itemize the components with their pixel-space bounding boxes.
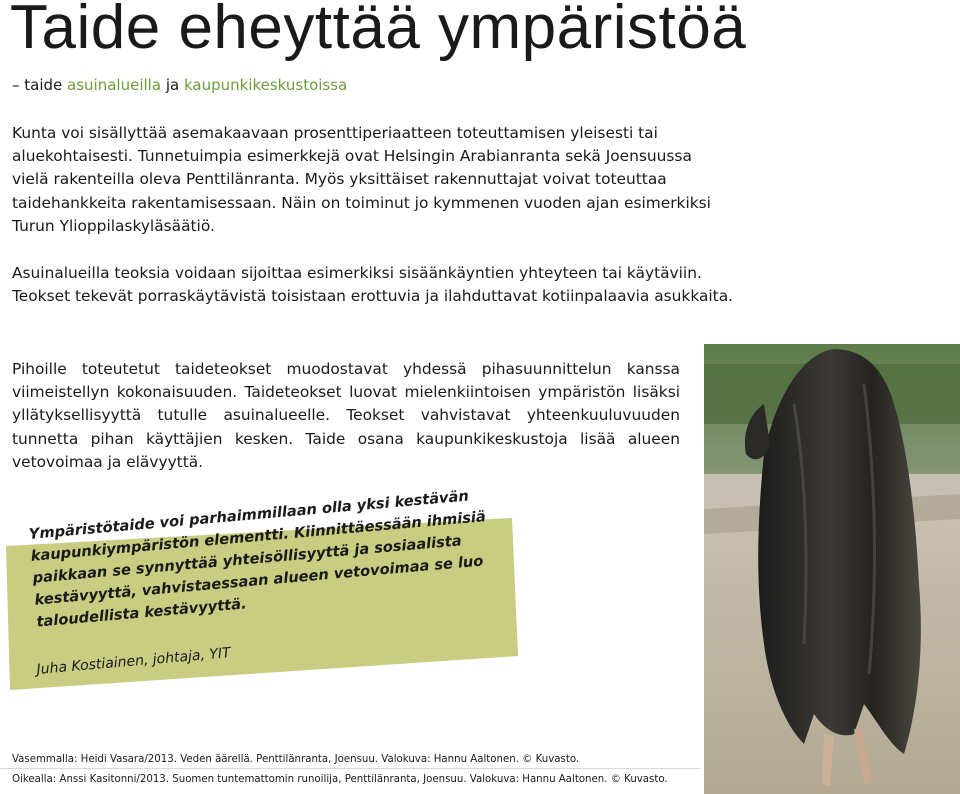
caption-right: Oikealla: Anssi Kasitonni/2013. Suomen tuntemattomin runoilija, Penttilänranta, Joensuu. Valokuva: Hannu Aaltonen. © Kuvasto. — [12, 774, 668, 785]
caption-divider — [0, 768, 700, 769]
caption-left: Vasemmalla: Heidi Vasara/2013. Veden äärellä. Penttilänranta, Joensuu. Valokuva: Hannu Aaltonen. © Kuvasto. — [12, 754, 580, 765]
paragraph-intro: Kunta voi sisällyttää asemakaavaan prosenttiperiaatteen toteuttamisen yleisesti tai aluekohtaisesti. Tunnetuimpia esimerkkejä ovat Helsingin Arabianranta sekä Joensuussa vielä rakenteilla oleva Penttilänranta. Myös yksittäiset rakennuttajat voivat toteuttaa taidehankkeita rakentamisessaan. Näin on toiminut jo kymmenen vuoden ajan esimerkiksi Turun Ylioppilaskyläsäätiö. — [12, 124, 711, 235]
quote-body: Ympäristötaide voi parhaimmillaan olla yksi kestävän kaupunkiympäristön elementti. Kiinnittäessään ihmisiä paikkaan se synnyttää yhteisöllisyyttä ja sosiaalista kestävyyttä, vahvistaessaan alueen vetovoimaa se luo taloudellista kestävyyttä. — [28, 487, 487, 631]
sculpture-photo — [704, 344, 960, 794]
page-title: Taide eheyttää ympäristöä — [10, 0, 747, 62]
paragraph-residential: Asuinalueilla teoksia voidaan sijoittaa esimerkiksi sisäänkäyntien yhteyteen tai käytäviin. Teokset tekevät porraskäytävistä toisistaan erottuvia ja ilahduttavat kotiinpalaavia asukkaita. — [12, 264, 734, 306]
quote-author: Juha Kostiainen, johtaja, YIT — [36, 645, 232, 678]
sculpture-illustration — [704, 344, 960, 794]
subtitle-dash: – taide — [12, 76, 63, 94]
subtitle-city-center-link: kaupunkikeskustoissa — [183, 76, 348, 94]
subtitle — [12, 76, 347, 94]
subtitle-conjunction: ja — [165, 76, 180, 94]
paragraph-yards: Pihoille toteutetut taideteokset muodostavat yhdessä pihasuunnittelun kanssa viimeistellyn kokonaisuuden. Taideteokset luovat mielenkiintoisen ympäristön lisäksi yllätyksellisyyttä tutulle asuinalueelle. Teokset vahvistavat yhteenkuuluvuuden tunnetta pihan käyttäjien kesken. Taide osana kaupunkikeskustoja lisää alueen vetovoimaa ja elävyyttä. — [12, 360, 680, 471]
subtitle-residential-link: asuinalueilla — [67, 76, 162, 94]
